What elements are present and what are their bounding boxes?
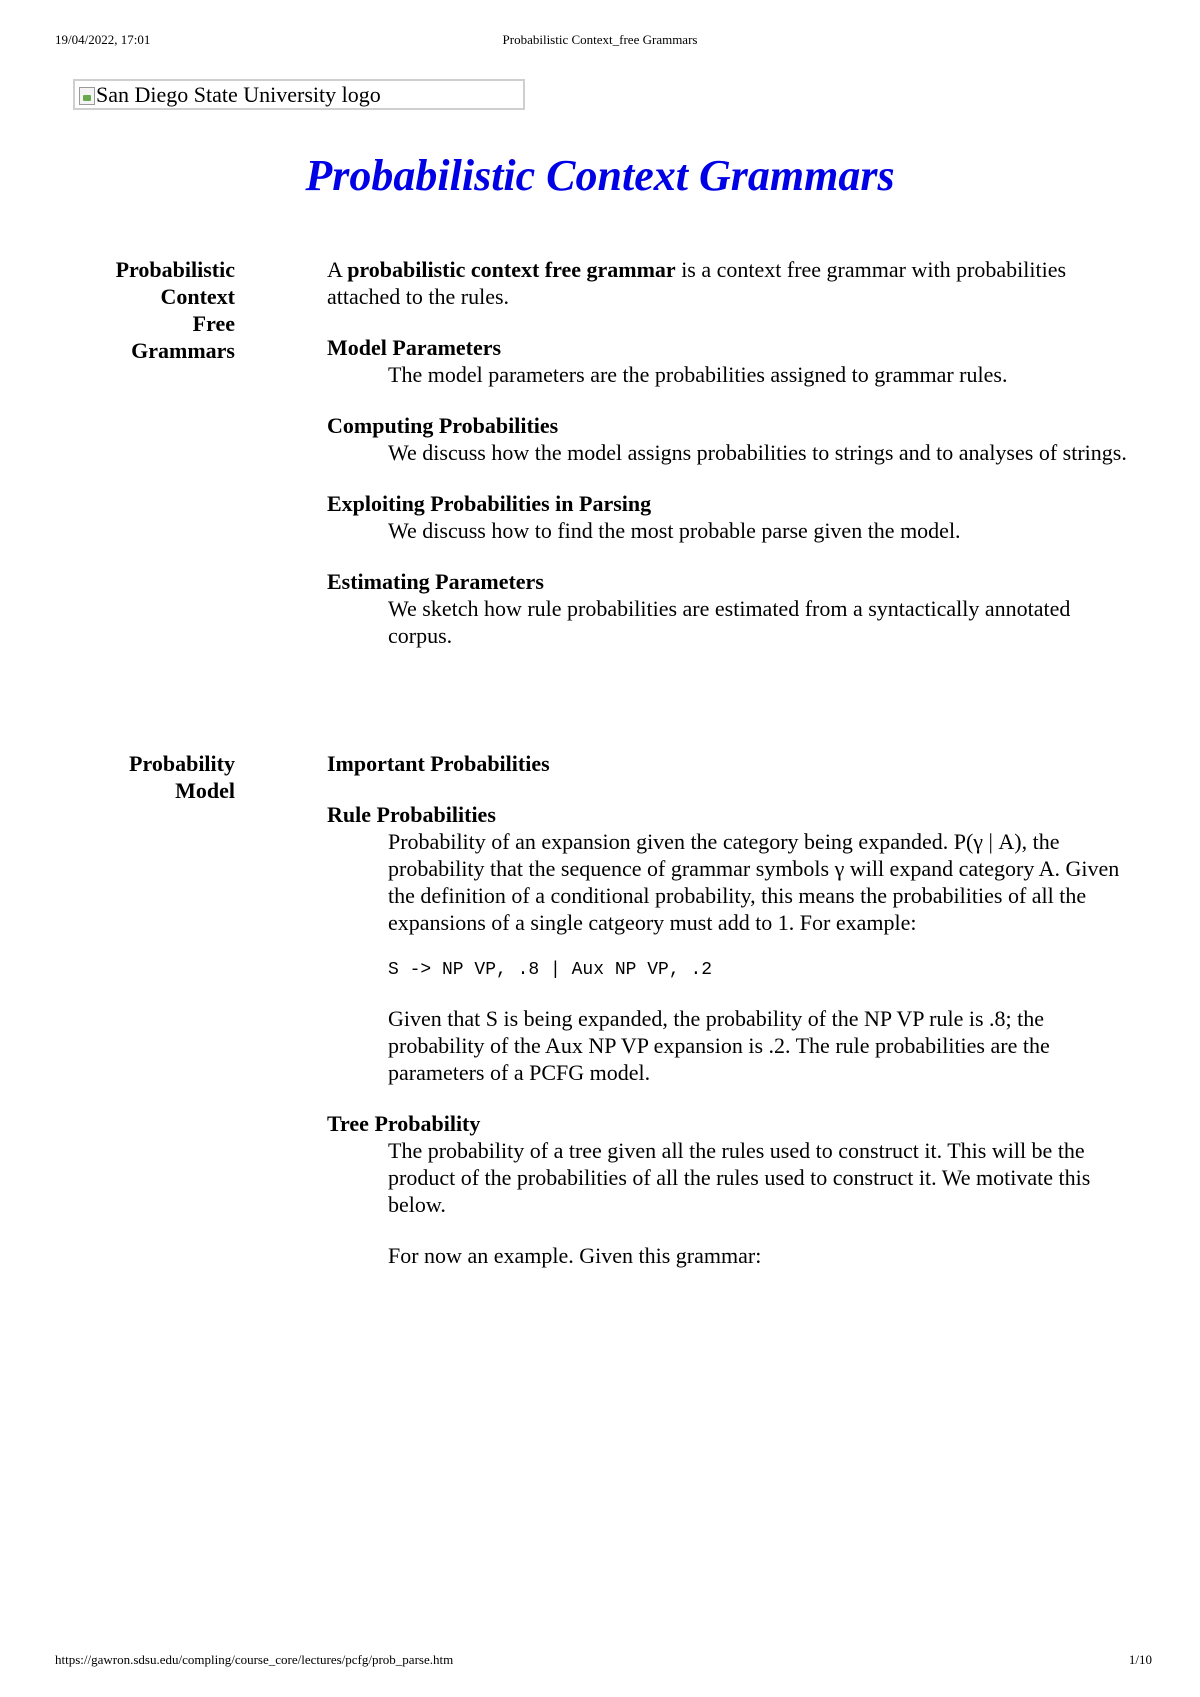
print-datetime: 19/04/2022, 17:01 [55,32,151,47]
rule-probabilities-paragraph: Given that S is being expanded, the probability of the NP VP rule is .8; the probability of the Aux NP VP expansion is .2. The rule probabilities are the parameters of a PCFG model. [388,1006,1050,1085]
intro-bold-term: probabilistic context free grammar [347,257,676,282]
tree-probability-definition [388,1137,1127,1269]
section-content-pcfg [327,256,1127,649]
rule-probabilities-term: Rule Probabilities [327,802,496,827]
rule-probabilities-definition [388,828,1127,1086]
topic-term: Exploiting Probabilities in Parsing [327,491,652,516]
university-logo-placeholder [73,79,525,110]
section-label-line: Free [192,311,235,336]
rule-probabilities-paragraph: Probability of an expansion given the category being expanded. P(γ | A), the probability that the sequence of grammar symbols γ will expand category A. Given the definition of a conditional probability, this means the probabilities of all the expansions of a single catgeory must add to 1. For example: [388,829,1120,935]
section-label-line: Context [160,284,235,309]
print-footer [0,1648,1200,1672]
print-page-number: 1/10 [1128,1652,1152,1667]
section-label-line: Probability [129,751,235,776]
intro-suffix: is a context free grammar with probabilities attached to the rules. [327,257,1067,309]
section-label-line: Probabilistic [115,257,235,282]
probability-list [327,801,1127,1269]
logo-alt-text: San Diego State University logo [96,82,381,107]
topic-term: Computing Probabilities [327,413,559,438]
grammar-rule-code: S -> NP VP, .8 | Aux NP VP, .2 [388,960,713,980]
tree-probability-term: Tree Probability [327,1111,481,1136]
tree-probability-paragraph: The probability of a tree given all the rules used to construct it. This will be the product of the probabilities of all the rules used to construct it. We motivate this below. [388,1138,1091,1217]
topic-definition: We discuss how the model assigns probabilities to strings and to analyses of strings. [388,440,1127,465]
topic-definition: The model parameters are the probabilities assigned to grammar rules. [388,362,1008,387]
print-header [0,28,1200,52]
page-title: Probabilistic Context Grammars [305,151,895,200]
intro-prefix: A [327,257,348,282]
section-label-line: Grammars [131,338,235,363]
print-url: https://gawron.sdsu.edu/compling/course_core/lectures/pcfg/prob_parse.htm [55,1652,454,1667]
topic-term: Model Parameters [327,335,502,360]
tree-probability-paragraph: For now an example. Given this grammar: [388,1243,762,1268]
section-content-probability-model [327,750,1127,1269]
topic-definition: We sketch how rule probabilities are estimated from a syntactically annotated corpus. [388,596,1071,648]
broken-image-icon [79,87,95,105]
intro-paragraph [327,256,1127,310]
topic-definition: We discuss how to find the most probable parse given the model. [388,518,961,543]
section-label-probability-model [70,750,235,804]
topic-list [327,334,1127,649]
print-document-title: Probabilistic Context_free Grammars [502,32,698,47]
section-label-pcfg [70,256,235,364]
section-heading: Important Probabilities [327,751,550,776]
topic-term: Estimating Parameters [327,569,544,594]
section-label-line: Model [175,778,235,803]
